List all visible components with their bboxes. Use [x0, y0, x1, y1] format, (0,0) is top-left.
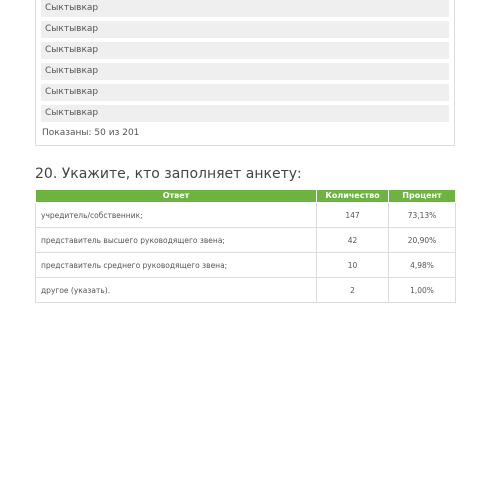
percent-cell: 73,13%: [389, 203, 456, 228]
table-row: [36, 228, 456, 253]
count-cell: 10: [317, 253, 389, 278]
answer-list-item: Сыктывкар: [41, 21, 449, 38]
answer-cell: учредитель/собственник;: [36, 203, 317, 228]
results-table: [35, 189, 456, 303]
table-row: [36, 253, 456, 278]
count-cell: 147: [317, 203, 389, 228]
answer-list-item: Сыктывкар: [41, 63, 449, 80]
previous-question-answers-box: [35, 0, 455, 146]
column-header-percent: Процент: [389, 190, 456, 203]
percent-cell: 20,90%: [389, 228, 456, 253]
answer-list-item: Сыктывкар: [41, 105, 449, 122]
table-row: [36, 278, 456, 303]
answer-list-item: Сыктывкар: [41, 42, 449, 59]
shown-count-label: Показаны: 50 из 201: [42, 128, 140, 138]
count-cell: 42: [317, 228, 389, 253]
table-header-row: [36, 190, 456, 203]
percent-cell: 4,98%: [389, 253, 456, 278]
question-title: 20. Укажите, кто заполняет анкету:: [35, 166, 302, 182]
answer-cell: другое (указать).: [36, 278, 317, 303]
table-row: [36, 203, 456, 228]
answer-list-item: Сыктывкар: [41, 0, 449, 17]
count-cell: 2: [317, 278, 389, 303]
column-header-answer: Ответ: [36, 190, 317, 203]
column-header-count: Количество: [317, 190, 389, 203]
answer-cell: представитель высшего руководящего звена;: [36, 228, 317, 253]
percent-cell: 1,00%: [389, 278, 456, 303]
answer-cell: представитель среднего руководящего звена;: [36, 253, 317, 278]
answer-list-item: Сыктывкар: [41, 84, 449, 101]
